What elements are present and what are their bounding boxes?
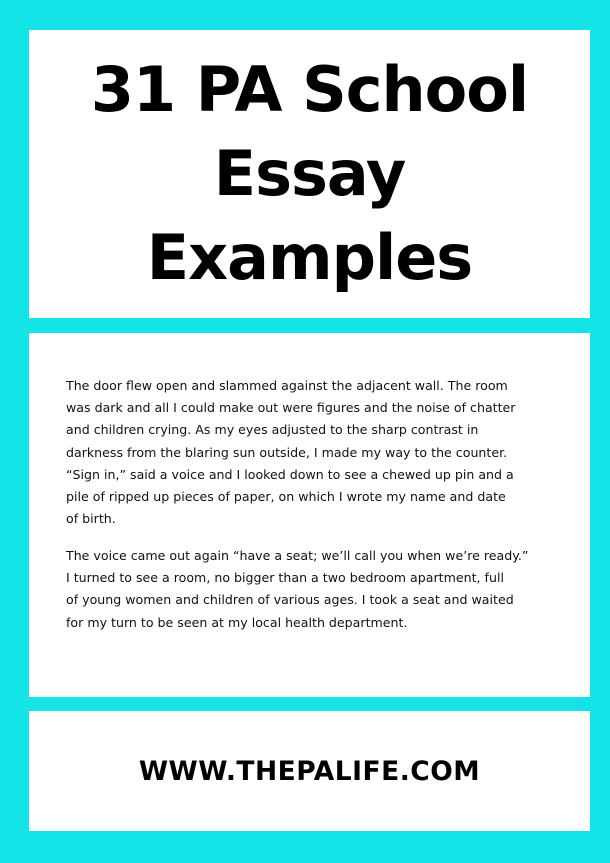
page-title xyxy=(91,48,528,300)
footer-panel xyxy=(29,711,590,831)
website-url: WWW.THEPALIFE.COM xyxy=(138,755,481,787)
essay-paragraph-1: The door flew open and slammed against the adjacent wall. The room was dark and all I could make out were figures and the noise of chatter and children crying. As my eyes adjusted to the sharp contrast in darkness from the blaring sun outside, I made my way to the counter. “Sign in,” said a voice and I looked down to see a chewed up pin and a pile of ripped up pieces of paper, on which I wrote my name and date of birth. xyxy=(66,378,516,527)
title-line-1: 31 PA School xyxy=(90,53,529,126)
essay-paragraph-2: The voice came out again “have a seat; we’ll call you when we’re ready.” I turned to see a room, no bigger than a two bedroom apartment, full of young women and children of various ages. I took a seat and waited for my turn to be seen at my local health department. xyxy=(66,548,529,630)
title-line-2: Essay xyxy=(213,137,406,210)
title-line-3: Examples xyxy=(146,221,473,294)
title-panel xyxy=(29,30,590,318)
essay-panel xyxy=(29,333,590,697)
